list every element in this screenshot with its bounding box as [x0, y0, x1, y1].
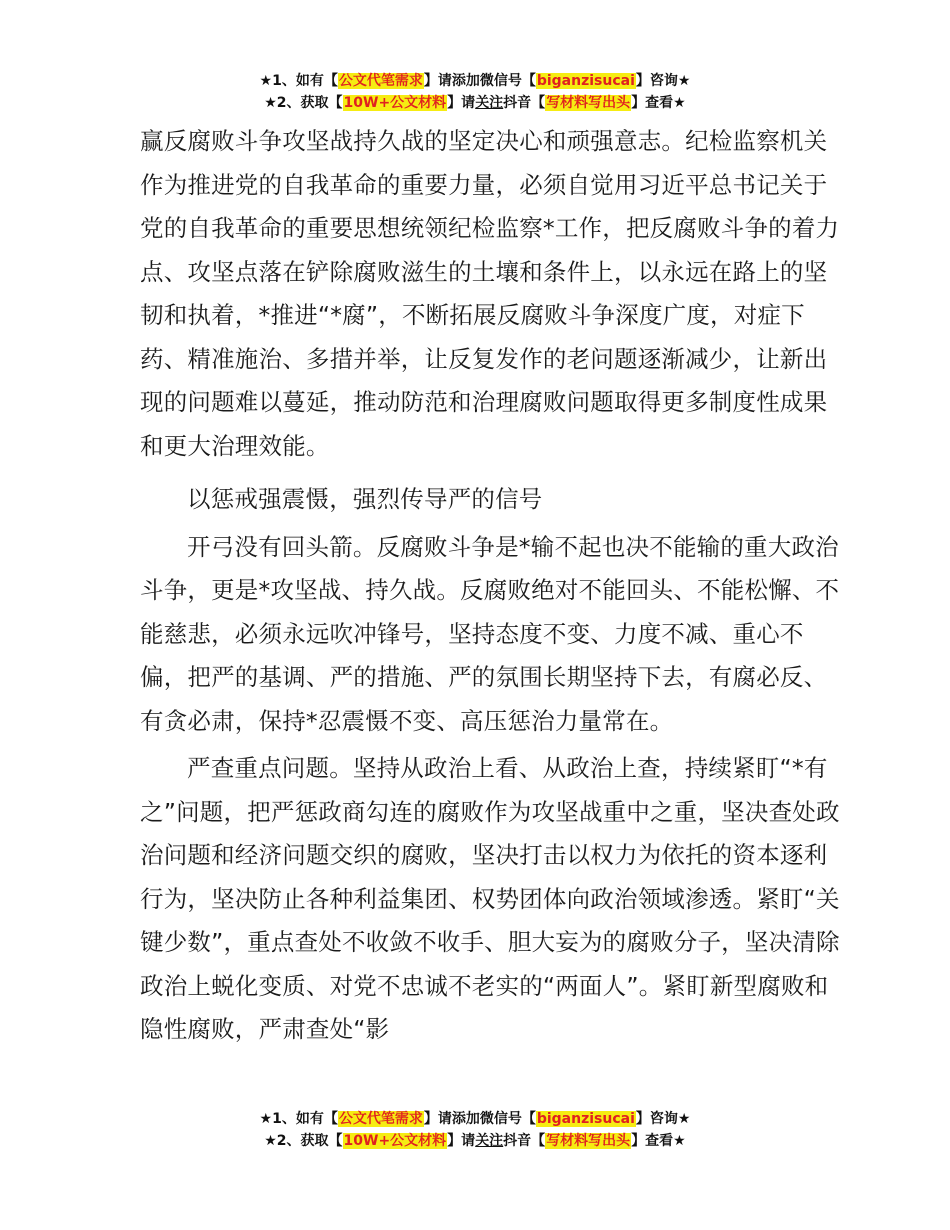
document-body: [140, 120, 840, 1052]
highlight-wechat-id: biganzisucai: [536, 73, 635, 89]
highlight-douyin: 写材料写出头: [546, 95, 631, 111]
highlight-materials: 10W+公文材料: [343, 1133, 447, 1149]
section-heading: 以惩戒强震慑，强烈传导严的信号: [187, 485, 543, 513]
banner-line-2: ★2、获取【10W+公文材料】请关注抖音【写材料写出头】查看★: [264, 1133, 686, 1149]
paragraph-continuation: 赢反腐败斗争攻坚战持久战的坚定决心和顽强意志。纪检监察机关作为推进党的自我革命的重要力量，必须自觉用习近平总书记关于党的自我革命的重要思想统领纪检监察*工作，把反腐败斗争的着力点、攻坚点落在铲除腐败滋生的土壤和条件上，以永远在路上的坚韧和执着，*推进“*腐”，不断拓展反腐败斗争深度广度，对症下药、精准施治、多措并举，让反复发作的老问题逐渐减少，让新出现的问题难以蔓延，推动防范和治理腐败问题取得更多制度性成果和更大治理效能。: [140, 127, 840, 460]
banner-line-1: ★1、如有【公文代笔需求】请添加微信号【biganzisucai】咨询★: [259, 73, 691, 89]
underline-follow: 关注: [475, 1133, 504, 1149]
underline-follow: 关注: [475, 95, 504, 111]
banner-line-1: ★1、如有【公文代笔需求】请添加微信号【biganzisucai】咨询★: [259, 1111, 691, 1127]
highlight-materials: 10W+公文材料: [343, 95, 447, 111]
header-banner: [0, 70, 950, 114]
highlight-wechat-id: biganzisucai: [536, 1111, 635, 1127]
highlight-ghostwriting: 公文代笔需求: [338, 1111, 423, 1127]
footer-banner: [0, 1108, 950, 1152]
paragraph: 开弓没有回头箭。反腐败斗争是*输不起也决不能输的重大政治斗争，更是*攻坚战、持久战。反腐败绝对不能回头、不能松懈、不能慈悲，必须永远吹冲锋号，坚持态度不变、力度不减、重心不偏，把严的基调、严的措施、严的氛围长期坚持下去，有腐必反、有贪必肃，保持*忍震慑不变、高压惩治力量常在。: [140, 532, 840, 735]
banner-line-2: ★2、获取【10W+公文材料】请关注抖音【写材料写出头】查看★: [264, 95, 686, 111]
paragraph: 严查重点问题。坚持从政治上看、从政治上查，持续紧盯“*有之”问题，把严惩政商勾连的腐败作为攻坚战重中之重，坚决查处政治问题和经济问题交织的腐败，坚决打击以权力为依托的资本逐利行为，坚决防止各种利益集团、权势团体向政治领域渗透。紧盯“关键少数”，重点查处不收敛不收手、胆大妄为的腐败分子，坚决清除政治上蜕化变质、对党不忠诚不老实的“两面人”。紧盯新型腐败和隐性腐败，严肃查处“影: [140, 754, 840, 1043]
highlight-douyin: 写材料写出头: [546, 1133, 631, 1149]
highlight-ghostwriting: 公文代笔需求: [338, 73, 423, 89]
